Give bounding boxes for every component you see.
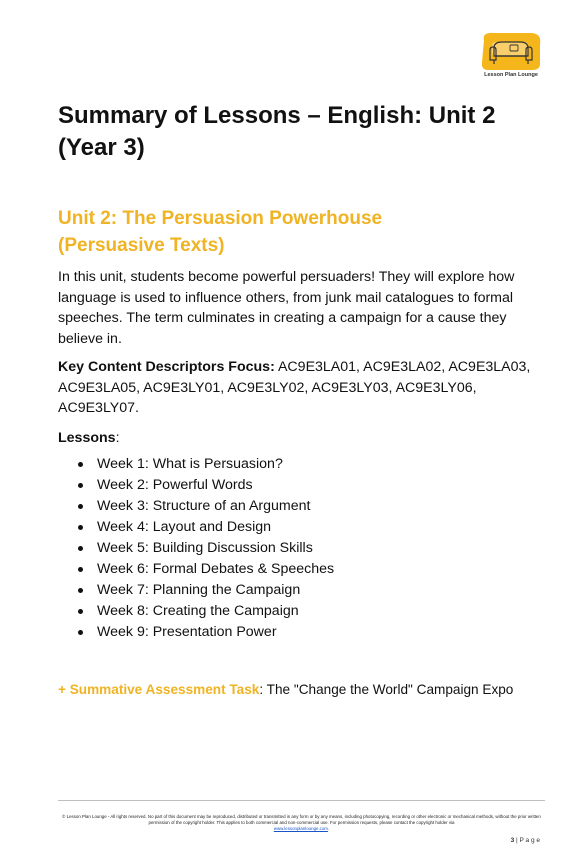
page-title: Summary of Lessons – English: Unit 2 (Year 3) bbox=[58, 102, 496, 161]
bullet-icon bbox=[78, 588, 83, 593]
bullet-icon bbox=[78, 504, 83, 509]
unit-heading-line-1: Unit 2: The Persuasion Powerhouse bbox=[58, 208, 383, 229]
footer-copyright: © Lesson Plan Lounge - All rights reserved. No part of this document may be reproduced, distributed or transmitted in any form or by any means, including photocopying, recording or other electronic or mechanical methods, without the prior written permission of the copyright holder. This applies to both commercial and non-commercial use. For permission requests, please contact the copyright holder via www.lessonplanlounge.com. bbox=[62, 814, 541, 831]
list-item: Week 6: Formal Debates & Speeches bbox=[58, 559, 538, 580]
lessons-label: Lessons bbox=[58, 430, 116, 446]
list-item: Week 4: Layout and Design bbox=[58, 517, 538, 538]
key-content-codes: AC9E3LA01, AC9E3LA02, AC9E3LA03, AC9E3LA05, AC9E3LY01, AC9E3LY02, AC9E3LY03, AC9E3LY06, AC9E3LY07. bbox=[58, 359, 531, 416]
page-number: 3 | P a g e bbox=[510, 837, 540, 844]
summative-label: + Summative Assessment Task bbox=[58, 682, 260, 697]
intro-paragraph: In this unit, students become powerful persuaders! They will explore how language is used to influence others, from junk mail catalogues to formal speeches. The term culminates in creating a campaign for a cause they believe in. bbox=[58, 269, 515, 347]
key-content-paragraph bbox=[58, 357, 548, 419]
list-item: Week 3: Structure of an Argument bbox=[58, 496, 538, 517]
bullet-icon bbox=[78, 462, 83, 467]
list-item: Week 9: Presentation Power bbox=[58, 622, 538, 643]
lessons-heading bbox=[58, 428, 548, 449]
website-link[interactable]: www.lessonplanlounge.com bbox=[273, 826, 328, 831]
list-item: Week 5: Building Discussion Skills bbox=[58, 538, 538, 559]
list-item: Week 8: Creating the Campaign bbox=[58, 601, 538, 622]
page-label: P a g e bbox=[519, 837, 540, 844]
summative-assessment bbox=[58, 681, 513, 699]
bullet-icon bbox=[78, 546, 83, 551]
list-item: Week 1: What is Persuasion? bbox=[58, 454, 538, 475]
footer-divider bbox=[58, 800, 545, 801]
sofa-logo-icon bbox=[476, 30, 546, 74]
bullet-icon bbox=[78, 525, 83, 530]
bullet-icon bbox=[78, 567, 83, 572]
bullet-icon bbox=[78, 630, 83, 635]
summative-text: : The "Change the World" Campaign Expo bbox=[259, 682, 514, 697]
unit-heading-line-2: (Persuasive Texts) bbox=[58, 235, 225, 256]
copyright-text: © Lesson Plan Lounge - All rights reserved. No part of this document may be reproduced, distributed or transmitted in any form or by any means, including photocopying, recording or other electronic or mechanical methods, without the prior written permission of the copyright holder. This applies to both commercial and non-commercial use. For permission requests, please contact the copyright holder via bbox=[62, 814, 541, 825]
list-item: Week 7: Planning the Campaign bbox=[58, 580, 538, 601]
bullet-icon bbox=[78, 609, 83, 614]
lessons-colon: : bbox=[115, 430, 120, 446]
logo-text: Lesson Plan Lounge bbox=[484, 72, 538, 78]
lessons-list bbox=[58, 454, 538, 643]
brand-logo bbox=[476, 30, 546, 86]
list-item: Week 2: Powerful Words bbox=[58, 475, 538, 496]
key-content-label: Key Content Descriptors Focus: bbox=[58, 359, 275, 375]
page-number-value: 3 bbox=[510, 837, 515, 844]
bullet-icon bbox=[78, 483, 83, 488]
unit-heading bbox=[58, 205, 478, 259]
